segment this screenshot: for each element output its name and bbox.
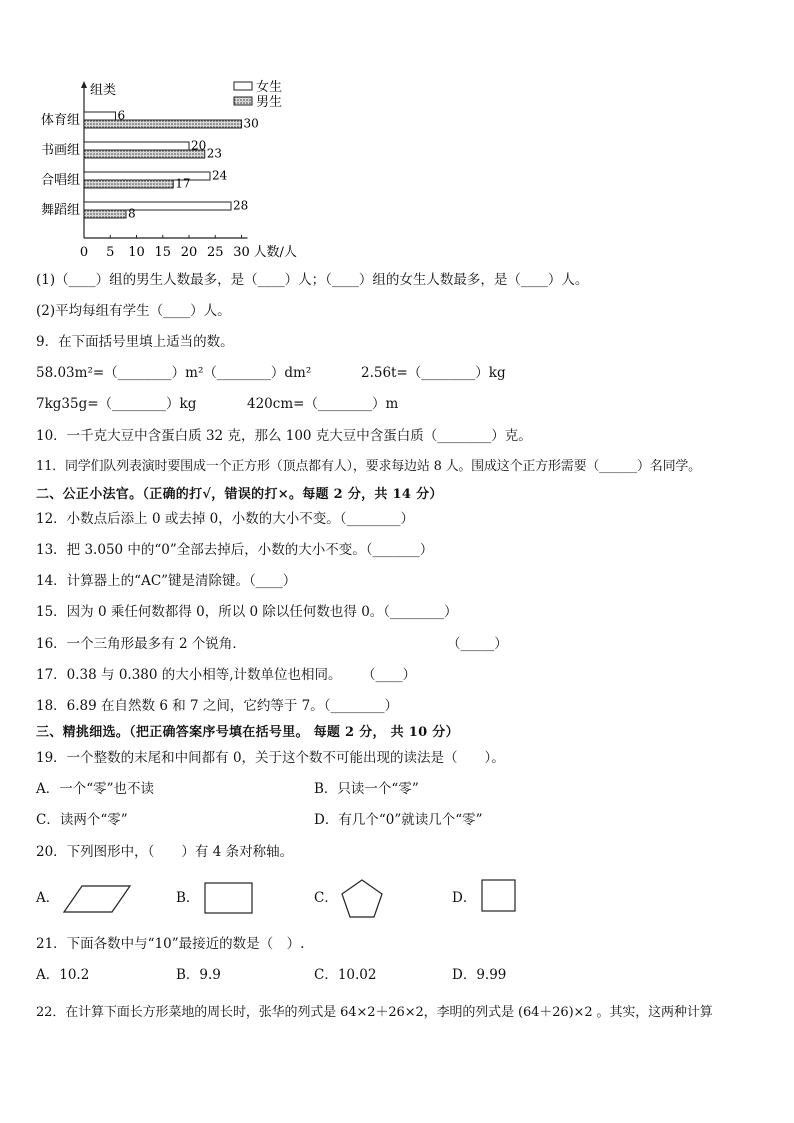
question-22: 22．在计算下面长方形菜地的周长时，张华的列式是 64×2＋26×2，李明的列式是 (64＋26)×2 。其实，这两种计算 <box>36 1005 713 1020</box>
question-11: 11．同学们队列表演时要围成一个正方形（顶点都有人），要求每边站 8 人。围成这个正方形需要（______）名同学。 <box>36 459 701 474</box>
question-19-option-c: C．读两个“零” <box>36 812 128 828</box>
pentagon-shape <box>340 878 384 920</box>
square-shape <box>481 879 517 913</box>
chart-legend <box>234 79 282 110</box>
question-9-item-d: 420cm=（________）m <box>247 396 399 412</box>
x-tick-label: 30 <box>233 245 250 260</box>
question-21-option-d: D．9.99 <box>452 967 507 983</box>
question-20: 20．下列图形中，（ ）有 4 条对称轴。 <box>36 844 294 860</box>
rectangle-shape <box>204 882 254 915</box>
question-18: 18．6.89 在自然数 6 和 7 之间，它约等于 7。（________） <box>36 698 399 714</box>
category-label: 体育组 <box>40 113 80 128</box>
x-tick-label: 15 <box>154 245 172 260</box>
bar-boys <box>84 150 205 158</box>
legend-label: 男生 <box>256 95 283 110</box>
question-17: 17．0.38 与 0.380 的大小相等,计数单位也相同。 <box>36 667 342 683</box>
question-21-option-c: C．10.02 <box>314 967 377 983</box>
question-20-option-b: B． <box>176 890 200 906</box>
x-tick-label: 20 <box>180 245 198 260</box>
legend-swatch <box>234 97 252 105</box>
question-8-part-2: (2)平均每组有学生（____）人。 <box>36 303 231 319</box>
question-21-option-b: B．9.9 <box>176 967 221 983</box>
bar-boys <box>84 210 126 218</box>
bar-value-label: 20 <box>191 138 207 153</box>
bar-value-label: 24 <box>212 168 228 183</box>
category-label: 合唱组 <box>40 173 80 188</box>
bar-girls <box>84 202 231 210</box>
question-19-option-b: B．只读一个“零” <box>314 781 419 797</box>
legend-swatch <box>234 82 252 90</box>
x-tick-label: 5 <box>106 245 115 260</box>
x-tick-label: 25 <box>206 245 224 260</box>
question-15: 15．因为 0 乘任何数都得 0，所以 0 除以任何数也得 0。（________） <box>36 604 458 620</box>
bar-value-label: 8 <box>128 206 136 221</box>
question-21-option-a: A．10.2 <box>36 967 90 983</box>
bar-value-label: 17 <box>175 176 191 191</box>
legend-label: 女生 <box>256 80 283 95</box>
bar-girls <box>84 142 189 150</box>
x-tick-label: 0 <box>79 245 89 260</box>
question-9-item-c: 7kg35g=（________）kg <box>36 396 197 412</box>
question-12: 12．小数点后添上 0 或去掉 0，小数的大小不变。（________） <box>36 511 414 527</box>
bar-value-label: 30 <box>243 116 259 131</box>
chart-bars <box>84 112 242 218</box>
bar-boys <box>84 180 173 188</box>
question-19: 19．一个整数的末尾和中间都有 0，关于这个数不可能出现的读法是（ ）。 <box>36 750 505 766</box>
question-19-option-a: A．一个“零”也不读 <box>36 781 155 797</box>
section-3-heading: 三、精挑细选。（把正确答案序号填在括号里。 每题 2 分， 共 10 分） <box>36 725 459 740</box>
parallelogram-shape <box>62 884 132 914</box>
y-axis-title: 组类 <box>90 83 117 98</box>
bar-value-label: 28 <box>233 198 249 213</box>
question-9-item-b: 2.56t=（________）kg <box>361 365 506 381</box>
bar-boys <box>84 120 242 128</box>
question-8-part-1: (1)（____）组的男生人数最多，是（____）人；（____）组的女生人数最多，是（____）人。 <box>36 272 589 288</box>
x-tick-label: 10 <box>128 245 145 260</box>
bar-girls <box>84 172 210 180</box>
question-13: 13．把 3.050 中的“0”全部去掉后，小数的大小不变。（_______） <box>36 542 434 558</box>
y-axis-arrow <box>81 81 87 88</box>
question-10: 10．一千克大豆中含蛋白质 32 克，那么 100 克大豆中含蛋白质（________）克。 <box>36 428 532 444</box>
category-label: 舞蹈组 <box>40 203 80 218</box>
x-axis-title: 人数/人 <box>253 245 297 260</box>
question-14: 14．计算器上的“AC”键是清除键。（____） <box>36 573 297 589</box>
question-16-blank: （_____） <box>447 636 508 652</box>
question-20-option-a: A． <box>36 890 60 906</box>
bar-value-label: 23 <box>206 146 223 161</box>
question-9-item-a: 58.03m²=（________）m²（________）dm² <box>36 365 312 381</box>
question-16: 16．一个三角形最多有 2 个锐角． <box>36 636 246 652</box>
question-17-blank: （____） <box>362 667 416 683</box>
question-21: 21．下面各数中与“10”最接近的数是（ ）. <box>36 936 305 952</box>
bar-girls <box>84 112 116 120</box>
question-19-option-d: D．有几个“0”就读几个“零” <box>314 812 483 828</box>
section-2-heading: 二、公正小法官。（正确的打√，错误的打×。每题 2 分，共 14 分） <box>36 487 443 502</box>
category-label: 书画组 <box>40 143 80 158</box>
question-20-option-c: C． <box>314 890 338 906</box>
bar-value-label: 6 <box>117 108 126 123</box>
question-9: 9．在下面括号里填上适当的数。 <box>36 334 234 350</box>
question-20-option-d: D． <box>452 890 477 906</box>
grouped-bar-chart <box>30 78 330 264</box>
